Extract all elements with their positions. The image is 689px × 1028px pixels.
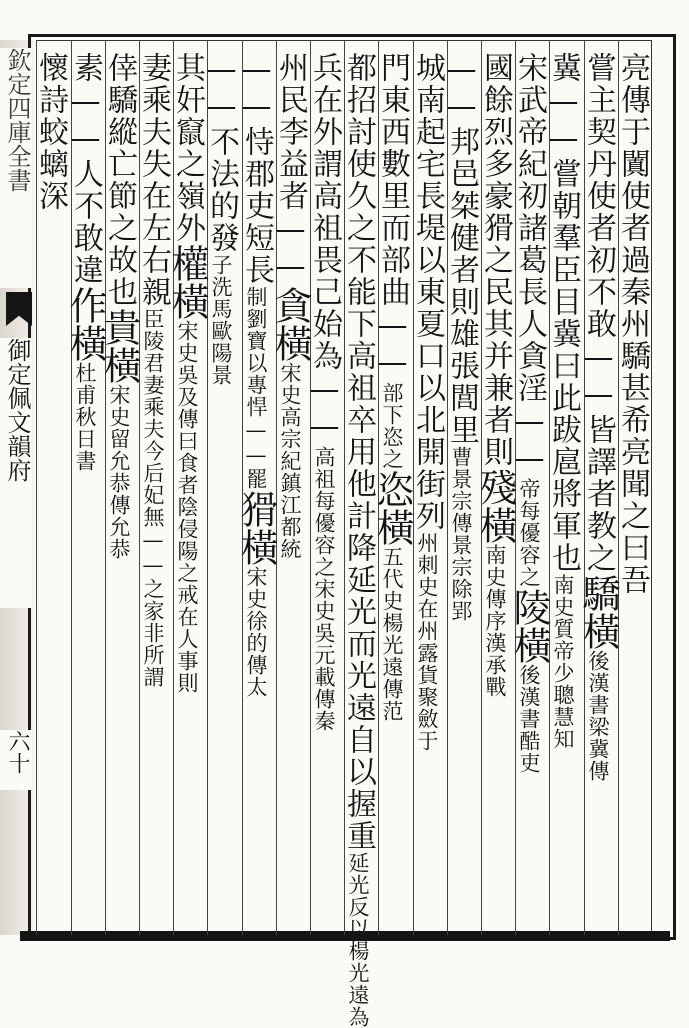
- annotation: 宋史徐的傳太: [244, 566, 268, 698]
- body-text: 宋武帝紀初諸葛長人貪淫——: [512, 52, 547, 478]
- annotation: 宋史吳及傳曰食者陰侵陽之戒在人事則: [175, 320, 199, 694]
- body-text: 州民李益者——: [273, 52, 308, 286]
- headword: 猾橫: [234, 490, 278, 566]
- book-title: 御定佩文韻府: [0, 338, 32, 608]
- annotation: 南史: [483, 544, 507, 588]
- headword: 貴橫: [97, 308, 141, 384]
- annotation: 宋史吳元載傳秦: [312, 578, 336, 732]
- text-column: [410, 52, 446, 927]
- annotation: 五代史楊光遠傳范: [380, 546, 404, 722]
- body-text: 城南起宅長堤以東夏口以北開街列: [410, 52, 445, 532]
- annotation: 宋史高宗紀鎮江都統: [278, 362, 302, 560]
- annotation: 南史: [551, 574, 575, 618]
- body-text: 亮傳于闐使者過秦州驕甚希亮聞之曰吾: [615, 52, 650, 596]
- text-column: [33, 52, 69, 927]
- annotation: 宋史留允恭傳允恭: [107, 384, 131, 560]
- text-column: [234, 52, 278, 927]
- body-text: 懷詩蛟螭深: [33, 52, 68, 212]
- annotation: 後漢書酷吏: [517, 664, 541, 774]
- body-text: 兵在外謂高祖畏己始為——: [307, 52, 342, 446]
- annotation: 帝每優容之: [517, 478, 541, 588]
- text-column: [204, 52, 240, 927]
- annotation: 質帝少聰慧知: [551, 618, 575, 750]
- annotation: 後漢書梁冀傳: [586, 650, 610, 782]
- text-column: [576, 52, 620, 927]
- bottom-rule: [20, 931, 670, 941]
- body-text: 嘗主契丹使者初不敢——皆譯者教之: [581, 52, 616, 574]
- body-text: 冀——嘗朝羣臣目冀曰此跋扈將軍也: [546, 52, 581, 574]
- text-column: [165, 52, 209, 927]
- text-column: [307, 52, 343, 927]
- text-column: [97, 52, 141, 927]
- annotation: 部下恣之: [380, 382, 404, 470]
- annotation: 臣陵君妻乘夫今后妃無——之家非所謂: [141, 308, 165, 688]
- series-title: 欽定四庫全書: [0, 48, 32, 288]
- annotation: 杜甫秋日書: [73, 362, 97, 472]
- headword: 陵橫: [507, 588, 551, 664]
- headword: 恣橫: [370, 470, 414, 546]
- headword: 驕橫: [576, 574, 620, 650]
- body-text: 素——人不敢違: [68, 52, 103, 286]
- text-column: [546, 52, 582, 927]
- text-column: [341, 52, 377, 1028]
- text-column: [615, 52, 651, 927]
- text-column: [473, 52, 517, 927]
- text-column: [507, 52, 551, 927]
- body-text: 其奸竄之嶺外: [170, 52, 205, 244]
- annotation: 制劉寶以專悍——罷: [244, 286, 268, 490]
- body-text: ——邦邑桀健者則雄張閭里: [444, 52, 479, 446]
- text-column: [268, 52, 312, 927]
- annotation: 高祖每優容之: [312, 446, 336, 578]
- text-column: [444, 52, 480, 927]
- text-column: [136, 52, 172, 927]
- annotation: 州刺史在州露貨聚斂于: [415, 532, 439, 752]
- body-text: 國餘烈多豪猾之民其并兼者則: [478, 52, 513, 468]
- body-text: 門東西數里而部曲——: [375, 52, 410, 382]
- headword: 作橫: [63, 286, 107, 362]
- annotation: 延光反以楊光遠為: [346, 852, 370, 1028]
- text-column: [370, 52, 414, 927]
- body-text: 妻乘夫失在左右親: [136, 52, 171, 308]
- body-text: 倖驕縱亡節之故也: [102, 52, 137, 308]
- body-text: 都招討使久之不能下高祖卒用他計降延光而光遠自以握重: [341, 52, 376, 852]
- headword: 貪橫: [268, 286, 312, 362]
- text-column: [63, 52, 107, 927]
- annotation: 子洗馬歐陽景: [209, 254, 233, 386]
- headword: 權橫: [165, 244, 209, 320]
- body-text: ——恃郡吏短長: [239, 52, 274, 286]
- annotation: 傳序漢承戰: [483, 588, 507, 698]
- body-text: ——不法的發: [204, 52, 239, 254]
- page-number: 六十: [0, 730, 32, 790]
- headword: 殘橫: [473, 468, 517, 544]
- annotation: 曹景宗傳景宗除郢: [449, 446, 473, 622]
